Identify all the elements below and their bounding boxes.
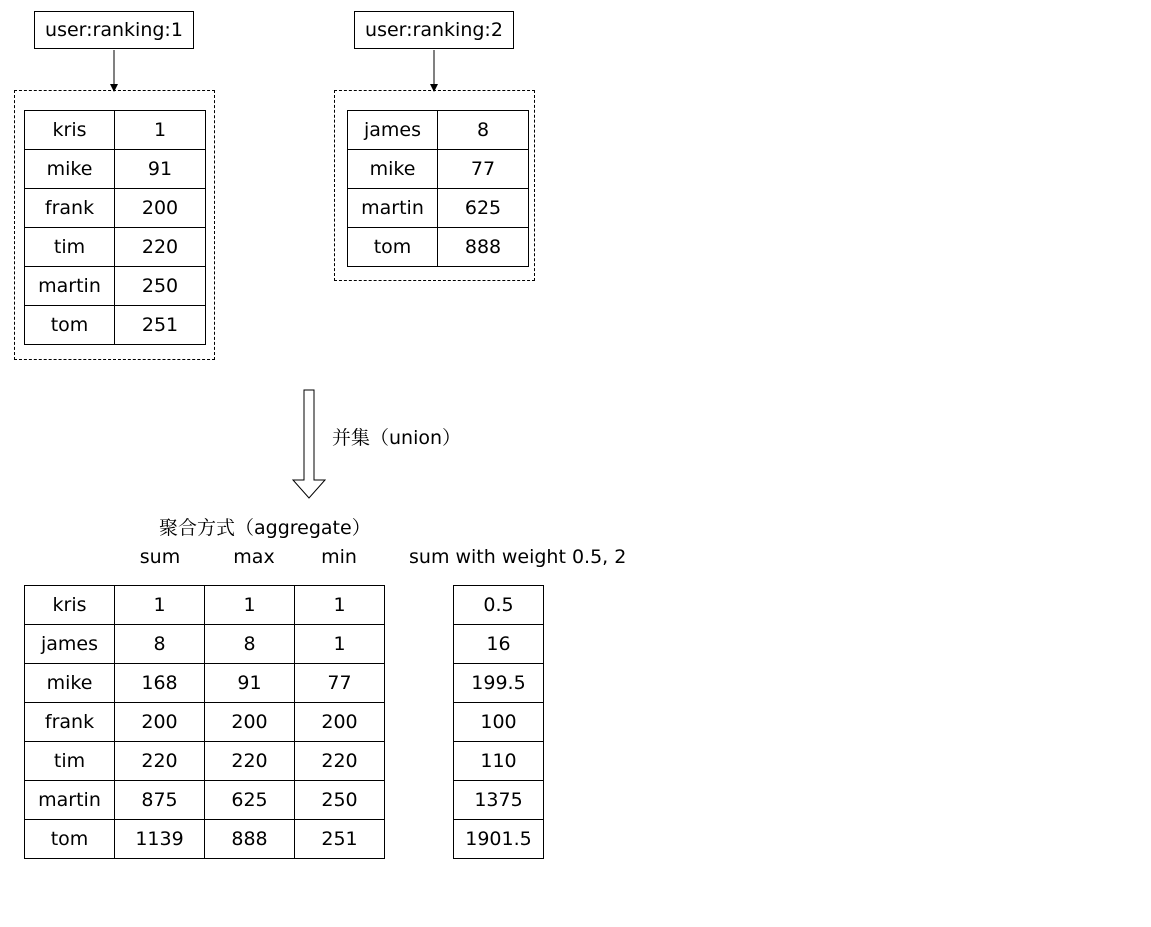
member-cell: james (348, 111, 438, 150)
score-cell: 220 (115, 228, 206, 267)
member-cell: kris (25, 586, 115, 625)
weighted-sum-cell: 16 (454, 625, 544, 664)
sum-cell: 220 (115, 742, 205, 781)
weighted-sum-cell: 110 (454, 742, 544, 781)
member-cell: martin (25, 267, 115, 306)
score-cell: 625 (438, 189, 529, 228)
weighted-sum-cell: 100 (454, 703, 544, 742)
score-cell: 250 (115, 267, 206, 306)
weighted-row (454, 625, 544, 664)
result-row (25, 742, 385, 781)
result-row (25, 781, 385, 820)
score-cell: 8 (438, 111, 529, 150)
header-min: min (321, 546, 357, 568)
set2-row (348, 150, 529, 189)
min-cell: 220 (295, 742, 385, 781)
weighted-row (454, 820, 544, 859)
max-cell: 888 (205, 820, 295, 859)
key-label-set1: user:ranking:1 (45, 19, 183, 41)
max-cell: 200 (205, 703, 295, 742)
score-cell: 888 (438, 228, 529, 267)
weighted-sum-cell: 0.5 (454, 586, 544, 625)
union-arrow (293, 390, 325, 498)
result-row (25, 586, 385, 625)
set1-row (25, 111, 206, 150)
member-cell: james (25, 625, 115, 664)
header-sum: sum (139, 546, 181, 568)
sum-cell: 200 (115, 703, 205, 742)
set2-row (348, 111, 529, 150)
member-cell: mike (348, 150, 438, 189)
result-row (25, 664, 385, 703)
min-cell: 1 (295, 625, 385, 664)
weighted-row (454, 664, 544, 703)
min-cell: 250 (295, 781, 385, 820)
member-cell: frank (25, 703, 115, 742)
weighted-row (454, 781, 544, 820)
weighted-row (454, 703, 544, 742)
union-label: 并集（union） (332, 427, 462, 449)
result-row (25, 625, 385, 664)
result-row (25, 703, 385, 742)
header-max: max (233, 546, 275, 568)
weighted-table (453, 585, 544, 859)
set1-row (25, 189, 206, 228)
max-cell: 91 (205, 664, 295, 703)
min-cell: 200 (295, 703, 385, 742)
score-cell: 251 (115, 306, 206, 345)
sum-cell: 875 (115, 781, 205, 820)
max-cell: 625 (205, 781, 295, 820)
sum-cell: 1139 (115, 820, 205, 859)
set1-row (25, 228, 206, 267)
set1-table (24, 110, 206, 345)
member-cell: tom (25, 820, 115, 859)
min-cell: 77 (295, 664, 385, 703)
max-cell: 220 (205, 742, 295, 781)
member-cell: mike (25, 664, 115, 703)
member-cell: kris (25, 111, 115, 150)
result-row (25, 820, 385, 859)
score-cell: 200 (115, 189, 206, 228)
min-cell: 1 (295, 586, 385, 625)
set2-table (347, 110, 529, 267)
weighted-row (454, 742, 544, 781)
header-weighted: sum with weight 0.5, 2 (409, 546, 627, 568)
sum-cell: 8 (115, 625, 205, 664)
sum-cell: 168 (115, 664, 205, 703)
set1-row (25, 150, 206, 189)
weighted-sum-cell: 199.5 (454, 664, 544, 703)
member-cell: mike (25, 150, 115, 189)
score-cell: 77 (438, 150, 529, 189)
set1-row (25, 306, 206, 345)
set2-row (348, 189, 529, 228)
member-cell: tim (25, 742, 115, 781)
score-cell: 91 (115, 150, 206, 189)
weighted-row (454, 586, 544, 625)
member-cell: tim (25, 228, 115, 267)
member-cell: martin (25, 781, 115, 820)
member-cell: tom (348, 228, 438, 267)
max-cell: 1 (205, 586, 295, 625)
aggregate-title: 聚合方式（aggregate） (159, 517, 371, 539)
score-cell: 1 (115, 111, 206, 150)
sum-cell: 1 (115, 586, 205, 625)
min-cell: 251 (295, 820, 385, 859)
set1-row (25, 267, 206, 306)
weighted-sum-cell: 1375 (454, 781, 544, 820)
max-cell: 8 (205, 625, 295, 664)
result-table (24, 585, 385, 859)
member-cell: tom (25, 306, 115, 345)
member-cell: martin (348, 189, 438, 228)
weighted-sum-cell: 1901.5 (454, 820, 544, 859)
set2-row (348, 228, 529, 267)
member-cell: frank (25, 189, 115, 228)
key-label-set2: user:ranking:2 (365, 19, 503, 41)
